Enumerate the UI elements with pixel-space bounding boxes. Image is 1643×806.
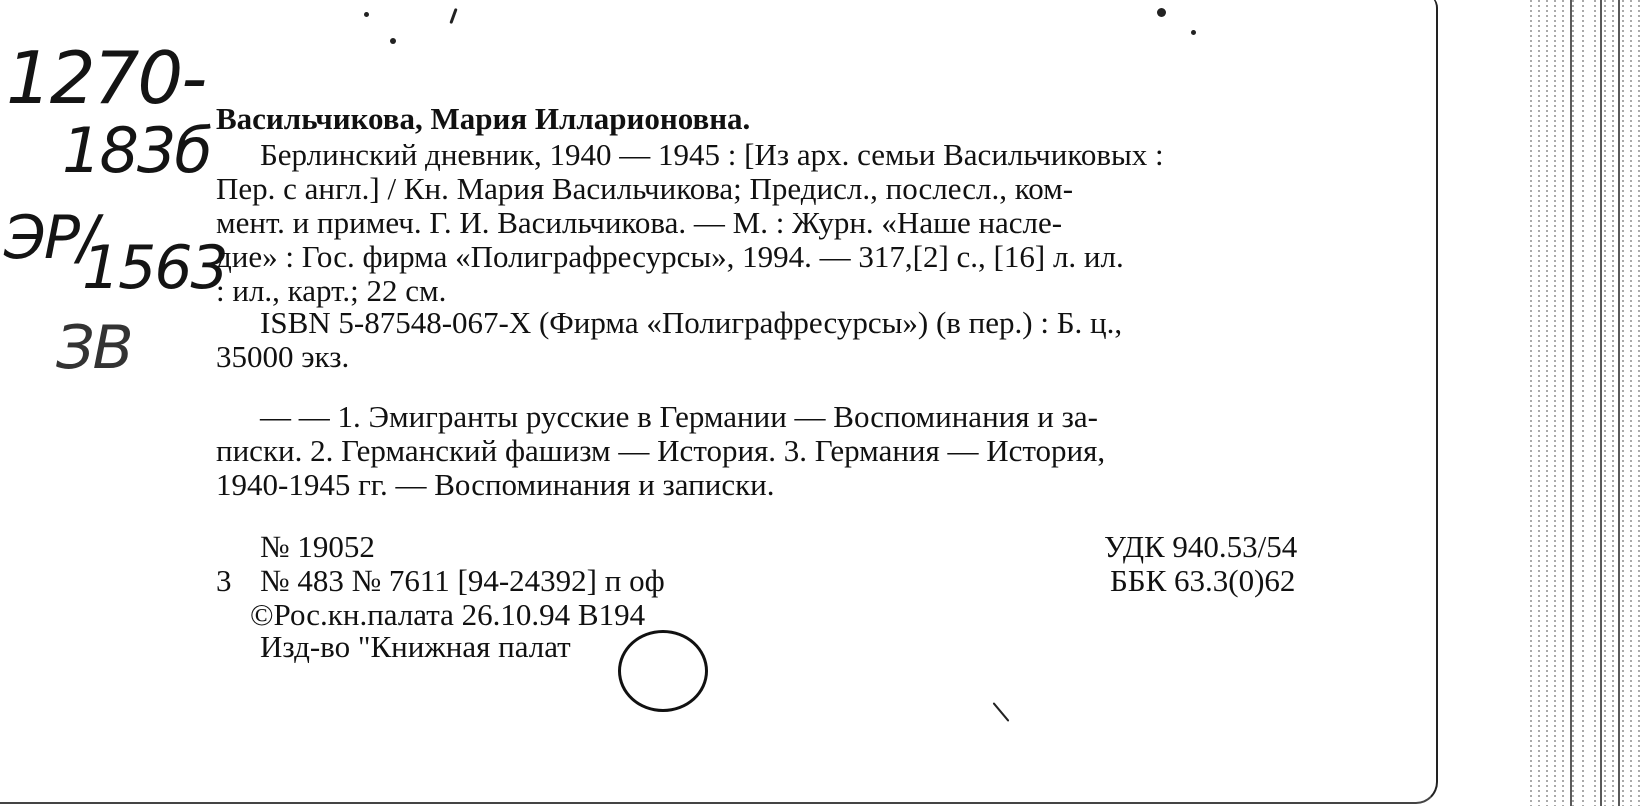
subject-line-3: 1940-1945 гг. — Воспоминания и записки. xyxy=(216,467,775,502)
scan-speck xyxy=(1157,8,1166,17)
bbk-code: ББК 63.3(0)62 xyxy=(1110,563,1296,598)
print-run-line: 35000 экз. xyxy=(216,339,350,374)
publisher-line: Изд-во "Книжная палат xyxy=(260,629,571,664)
card-stack-edge xyxy=(1443,0,1643,806)
description-line-1: Берлинский дневник, 1940 — 1945 : [Из арх. семьи Васильчиковых : xyxy=(260,137,1164,172)
card-prefix: 3 xyxy=(216,563,232,598)
subject-line-2: писки. 2. Германский фашизм — История. 3. Германия — История, xyxy=(216,433,1106,468)
author-heading: Васильчикова, Мария Илларионовна. xyxy=(216,101,751,136)
handwritten-shelfmark-4: 1563 xyxy=(82,233,227,303)
handwritten-shelfmark-2: 183б xyxy=(62,114,211,187)
description-line-5: : ил., карт.; 22 см. xyxy=(216,273,447,308)
scan-speck xyxy=(1191,30,1196,35)
subject-line-1: — — 1. Эмигранты русские в Германии — Воспоминания и за- xyxy=(260,399,1098,434)
description-line-3: мент. и примеч. Г. И. Васильчикова. — М. : Журн. «Наше насле- xyxy=(216,205,1063,240)
udk-code: УДК 940.53/54 xyxy=(1104,529,1298,564)
scan-speck xyxy=(364,12,369,17)
handwritten-initials: ЗВ xyxy=(56,313,132,383)
handwritten-shelfmark-3: ЭР/ xyxy=(4,203,97,273)
copyright-line: ©Рос.кн.палата 26.10.94 В194 xyxy=(250,597,646,632)
registration-number: № 19052 xyxy=(260,529,375,564)
handwritten-shelfmark-1: 1270- xyxy=(6,36,206,120)
isbn-line: ISBN 5-87548-067-X (Фирма «Полиграфресурсы») (в пер.) : Б. ц., xyxy=(260,305,1123,340)
description-line-4: дие» : Гос. фирма «Полиграфресурсы», 1994. — 317,[2] с., [16] л. ил. xyxy=(216,239,1124,274)
punch-hole xyxy=(618,630,708,712)
description-line-2: Пер. с англ.] / Кн. Мария Васильчикова; Предисл., послесл., ком- xyxy=(216,171,1074,206)
card-numbers: № 483 № 7611 [94-24392] п оф xyxy=(260,563,665,598)
scan-speck xyxy=(390,38,396,44)
